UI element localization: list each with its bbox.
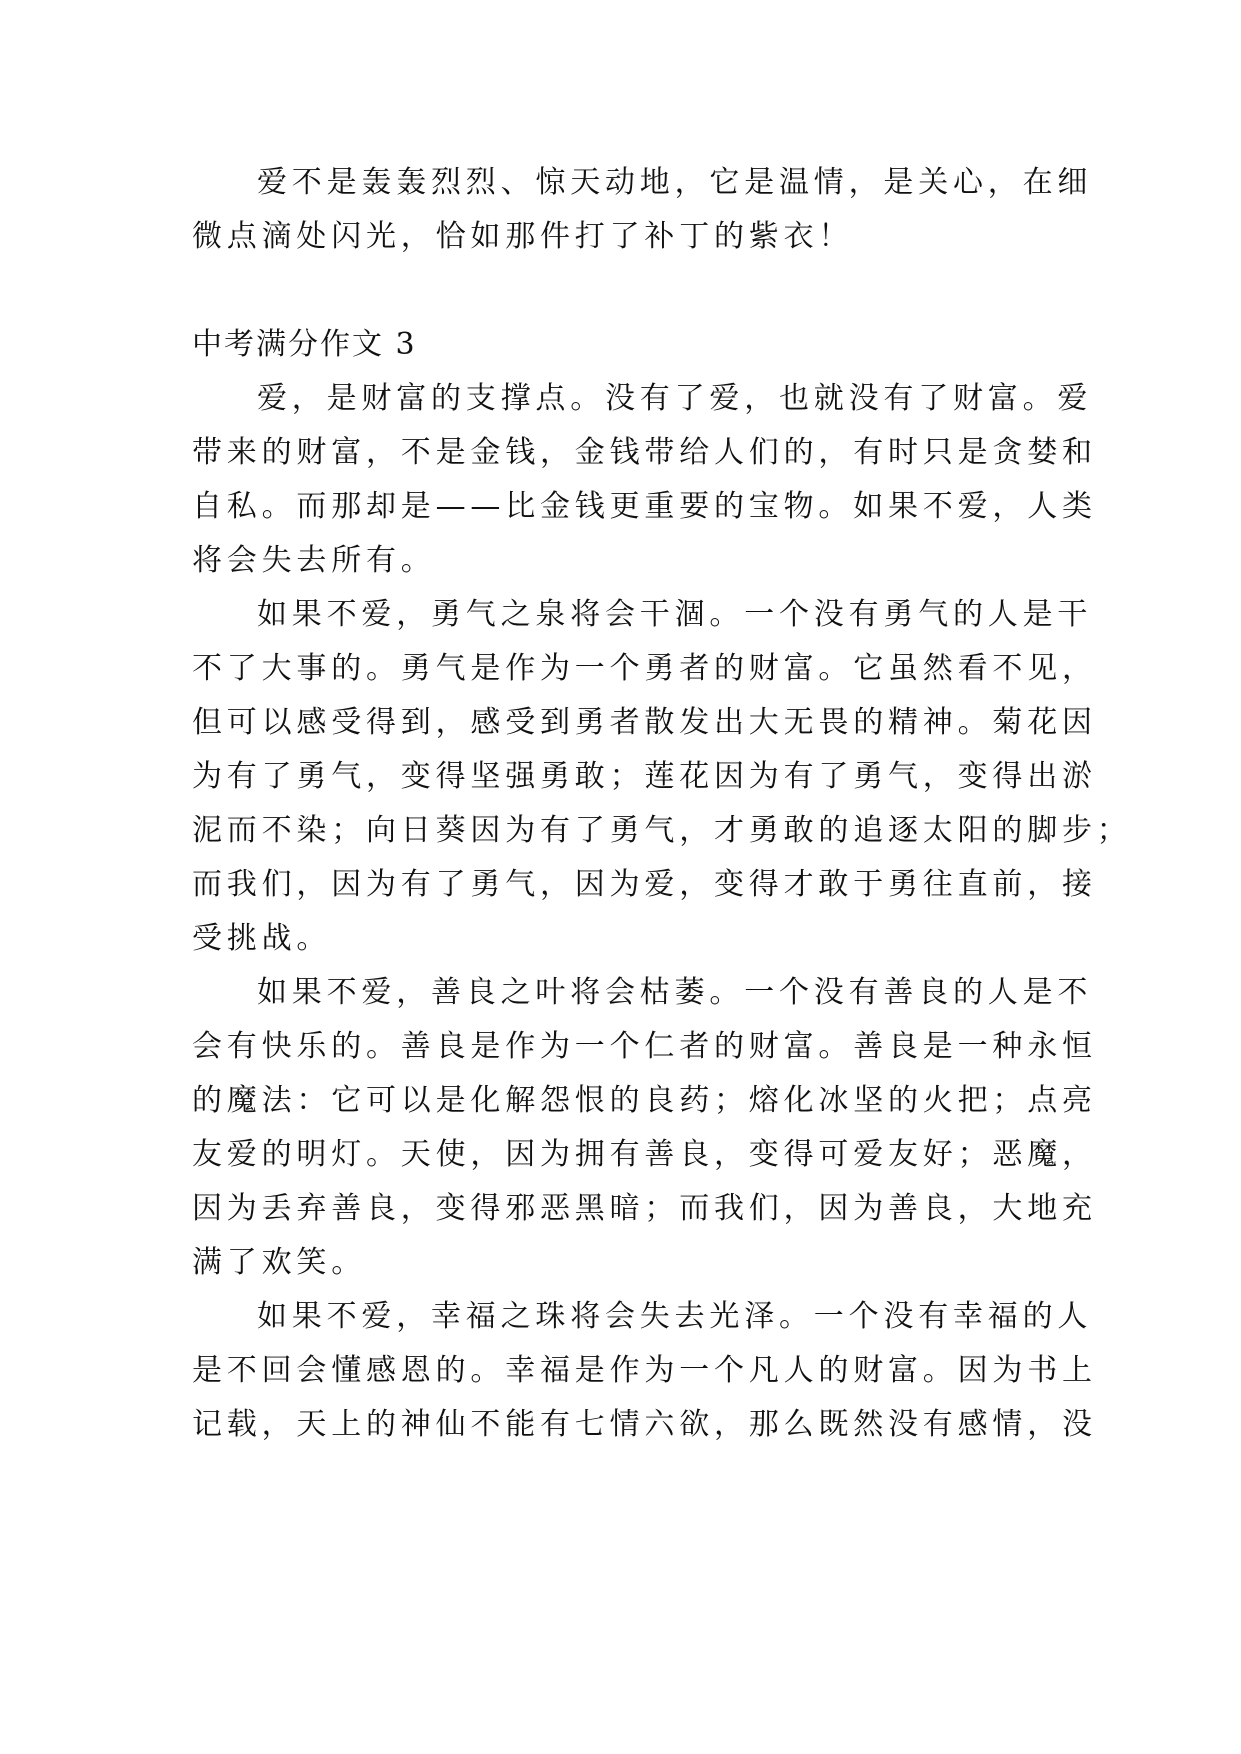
paragraph-line: 受挑战。 bbox=[192, 921, 332, 956]
paragraph-line: 如果不爱，勇气之泉将会干涸。一个没有勇气的人是干 bbox=[257, 597, 1093, 632]
paragraph-line: 的魔法：它可以是化解怨恨的良药；熔化冰坚的火把；点亮 bbox=[192, 1083, 1097, 1118]
paragraph-line: 自私。而那却是——比金钱更重要的宝物。如果不爱，人类 bbox=[192, 489, 1097, 524]
paragraph-line: 而我们，因为有了勇气，因为爱，变得才敢于勇往直前，接 bbox=[192, 867, 1097, 902]
paragraph-line: 如果不爱，幸福之珠将会失去光泽。一个没有幸福的人 bbox=[257, 1299, 1093, 1334]
paragraph-line: 不了大事的。勇气是作为一个勇者的财富。它虽然看不见， bbox=[192, 651, 1097, 686]
paragraph-line: 将会失去所有。 bbox=[192, 543, 436, 578]
paragraph-line: 但可以感受得到，感受到勇者散发出大无畏的精神。菊花因 bbox=[192, 705, 1097, 740]
paragraph-line: 友爱的明灯。天使，因为拥有善良，变得可爱友好；恶魔， bbox=[192, 1137, 1097, 1172]
paragraph-line: 满了欢笑。 bbox=[192, 1245, 366, 1280]
paragraph-line: 微点滴处闪光，恰如那件打了补丁的紫衣！ bbox=[192, 219, 854, 254]
paragraph-line: 爱不是轰轰烈烈、惊天动地，它是温情，是关心，在细 bbox=[257, 165, 1093, 200]
paragraph-line: 是不回会懂感恩的。幸福是作为一个凡人的财富。因为书上 bbox=[192, 1353, 1097, 1388]
paragraph-line: 记载，天上的神仙不能有七情六欲，那么既然没有感情，没 bbox=[192, 1407, 1097, 1442]
paragraph-line: 如果不爱，善良之叶将会枯萎。一个没有善良的人是不 bbox=[257, 975, 1093, 1010]
paragraph-line: 因为丢弃善良，变得邪恶黑暗；而我们，因为善良，大地充 bbox=[192, 1191, 1097, 1226]
paragraph-line: 为有了勇气，变得坚强勇敢；莲花因为有了勇气，变得出淤 bbox=[192, 759, 1097, 794]
paragraph-line: 爱，是财富的支撑点。没有了爱，也就没有了财富。爱 bbox=[257, 381, 1093, 416]
paragraph-line: 带来的财富，不是金钱，金钱带给人们的，有时只是贪婪和 bbox=[192, 435, 1097, 470]
paragraph-line: 会有快乐的。善良是作为一个仁者的财富。善良是一种永恒 bbox=[192, 1029, 1097, 1064]
essay-heading: 中考满分作文 3 bbox=[192, 327, 417, 362]
paragraph-line: 泥而不染；向日葵因为有了勇气，才勇敢的追逐太阳的脚步； bbox=[192, 813, 1132, 848]
